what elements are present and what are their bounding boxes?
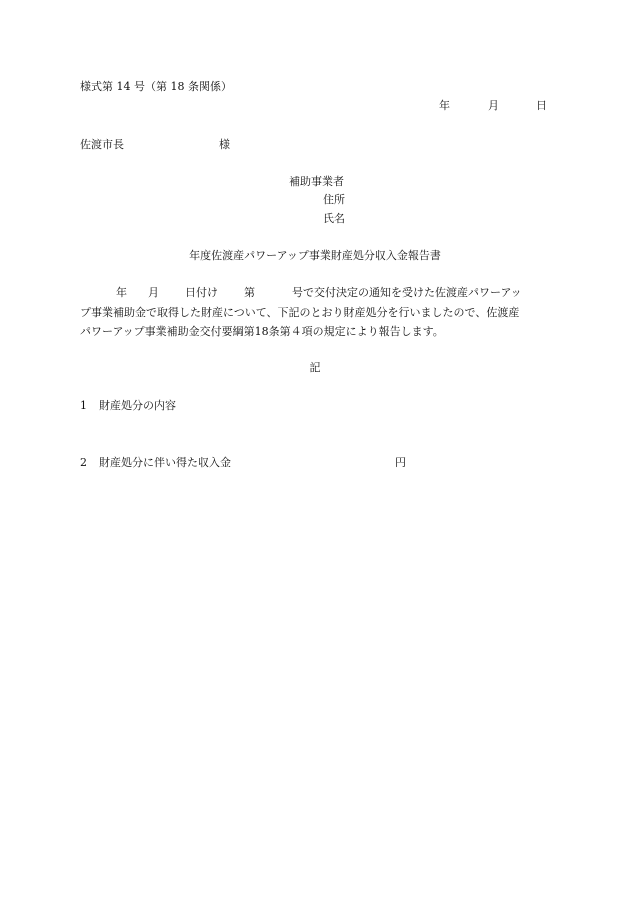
body-dai-label: 第 — [244, 286, 255, 299]
item-1-label: 財産処分の内容 — [99, 399, 176, 412]
body-line3: パワーアップ事業補助金交付要綱第18条第４項の規定により報告します。 — [80, 325, 444, 338]
item-2 — [80, 457, 231, 468]
body-line1-text: 号で交付決定の通知を受けた佐渡産パワーアッ — [292, 286, 522, 299]
body-line2: プ事業補助金で取得した財産について、下記のとおり財産処分を行いましたので、佐渡産 — [80, 306, 520, 319]
applicant-address-label: 住所 — [323, 193, 345, 206]
body-month-label: 月 — [148, 286, 159, 299]
addressee-honorific: 様 — [219, 138, 230, 151]
addressee-name: 佐渡市長 — [80, 138, 124, 151]
date-month-label: 月 — [488, 99, 499, 112]
applicant-role: 補助事業者 — [289, 175, 344, 188]
body-dated-label: 日付け — [185, 286, 218, 299]
item-2-unit: 円 — [395, 456, 406, 469]
body-year-label: 年 — [116, 286, 127, 299]
item-2-number: 2 — [80, 456, 87, 469]
item-2-label: 財産処分に伴い得た収入金 — [99, 456, 231, 469]
date-year-label: 年 — [439, 99, 450, 112]
document-title: 年度佐渡産パワーアップ事業財産処分収入金報告書 — [189, 249, 441, 262]
date-day-label: 日 — [536, 99, 547, 112]
item-1 — [80, 400, 176, 411]
applicant-name-label: 氏名 — [323, 212, 345, 225]
ki-heading: 記 — [309, 361, 321, 374]
form-number: 様式第 14 号（第 18 条関係） — [80, 80, 232, 93]
item-1-number: 1 — [80, 399, 87, 412]
